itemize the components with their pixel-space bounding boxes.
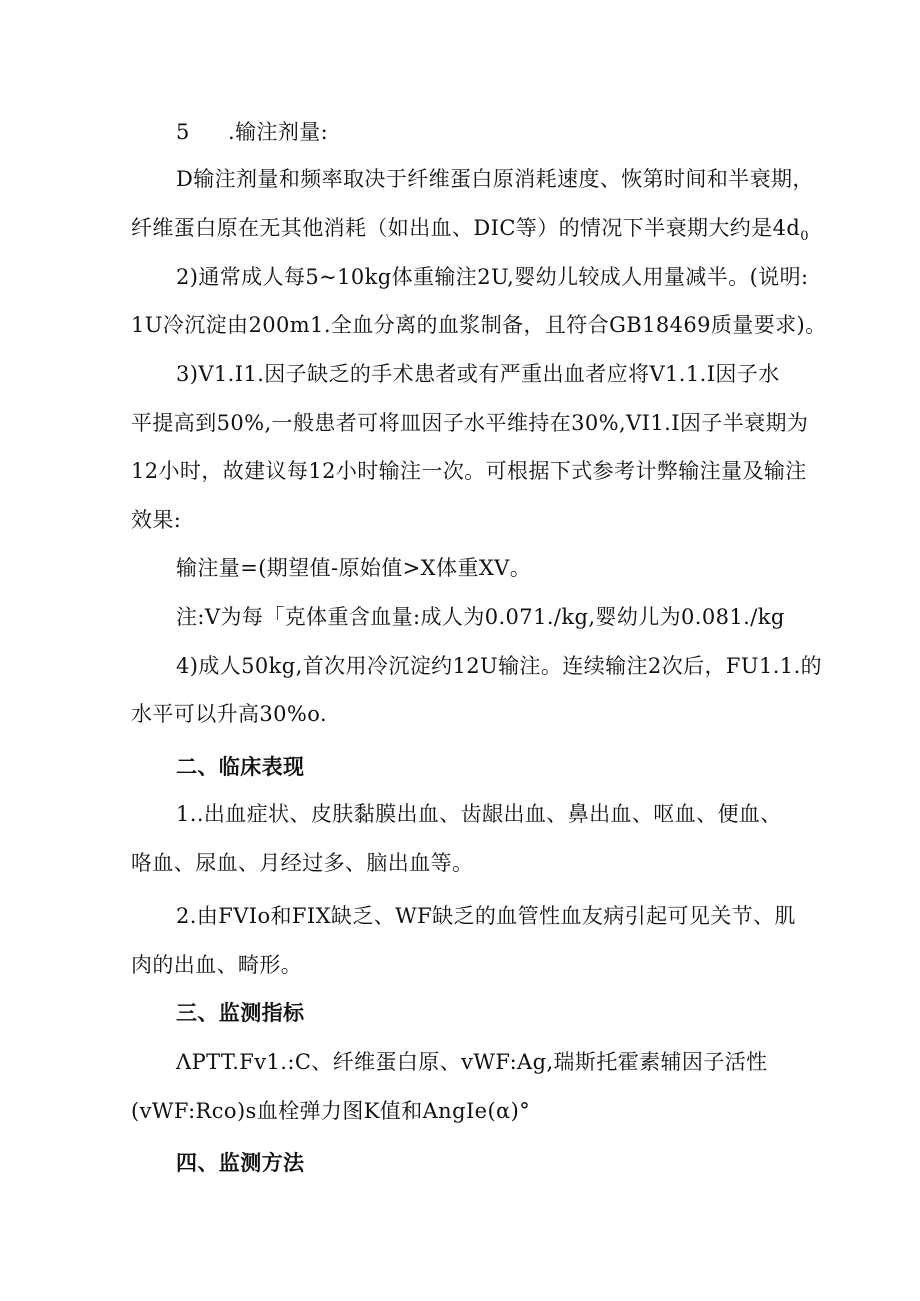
clinical-item-1-line-1: 1..出血症状、皮肤黏膜出血、齿龈出血、鼻出血、呕血、便血、 <box>176 802 782 826</box>
indicators-line-1: ΛPTT.Fv1.:C、纤维蛋白原、vWF:Ag,瑞斯托霍素辅因子活性 <box>176 1050 768 1074</box>
clinical-heading: 二、临床表现 <box>176 755 305 779</box>
dosage-paragraph-2-line-1: 2)通常成人每5~10kg体重输注2U,婴幼儿较成人用量减半。(说明: <box>176 265 809 289</box>
dosage-paragraph-1-line-2-text: 纤维蛋白原在无其他消耗（如出血、DIC等）的情况下半衰期大约是4d <box>131 216 801 240</box>
indicators-heading: 三、监测指标 <box>176 1001 305 1025</box>
dosage-paragraph-3-line-4: 效果: <box>131 508 182 532</box>
dosage-note: 注:V为每「克体重含血量:成人为0.071./kg,婴幼儿为0.081./kg <box>176 605 785 629</box>
dosage-paragraph-1-line-2 <box>131 213 809 252</box>
dosage-paragraph-4-line-1: 4)成人50kg,首次用冷沉淀约12U输注。连续输注2次后，FU1.1.的 <box>176 654 823 678</box>
dosage-paragraph-3-line-2: 平提高到50%,一般患者可将皿因子水平维持在30%,VI1.I因子半衰期为 <box>131 411 809 435</box>
indicators-line-2: (vWF:Rco)s血栓弹力图K值和AngIe(α)° <box>131 1099 531 1123</box>
dosage-formula: 输注量=(期望值-原始值>X体重XV。 <box>176 556 532 580</box>
clinical-item-2-line-2: 肉的出血、畸形。 <box>131 953 303 977</box>
dosage-paragraph-3-line-1: 3)V1.I1.因子缺乏的手术患者或有严重出血者应将V1.1.I因子水 <box>176 362 780 386</box>
dosage-heading: .输注剂量: <box>228 120 329 144</box>
dosage-paragraph-2-line-2: 1U冷沉淀由200m1.全血分离的血浆制备，且符合GB18469质量要求)。 <box>131 313 827 337</box>
dosage-heading-number: 5 <box>176 120 190 144</box>
clinical-item-2-line-1: 2.由FVIo和FIX缺乏、WF缺乏的血管性血友病引起可见关节、肌 <box>176 904 796 928</box>
dosage-paragraph-4-line-2: 水平可以升高30%o. <box>131 702 328 726</box>
dosage-paragraph-1-line-1: D输注剂量和频率取决于纤维蛋白原消耗速度、恢第时间和半衰期， <box>176 167 814 191</box>
dosage-paragraph-3-line-3: 12小时，故建议每12小时输注一次。可根据下式参考计弊输注量及输注 <box>131 459 807 483</box>
clinical-item-1-line-2: 咯血、尿血、月经过多、脑出血等。 <box>131 851 474 875</box>
dosage-paragraph-1-line-2-subscript: 0 <box>800 229 809 245</box>
methods-heading: 四、监测方法 <box>176 1151 305 1175</box>
